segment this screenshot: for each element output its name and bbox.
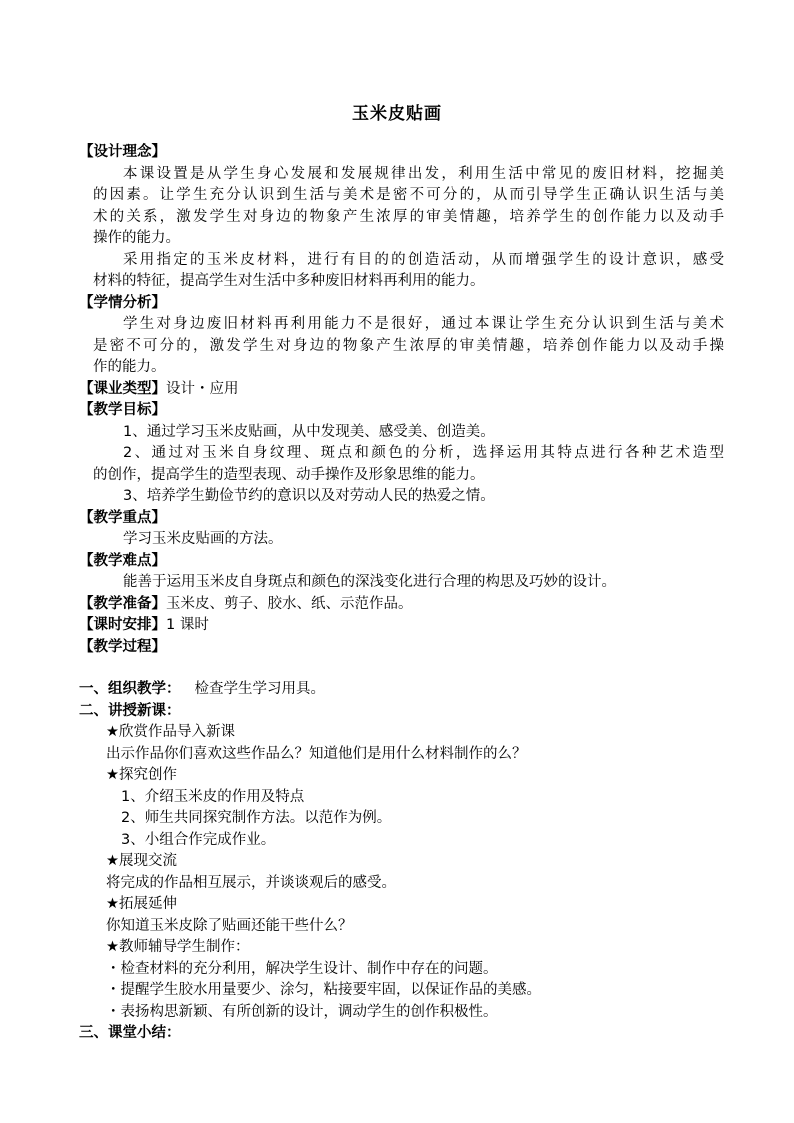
step-1	[79, 679, 724, 701]
bullet-item: ・表扬构思新颖、有所创新的设计，调动学生的创作积极性。	[106, 1003, 498, 1020]
section-key-text: 学习玉米皮贴画的方法。	[123, 531, 283, 547]
section-heading-process: 【教学过程】	[79, 638, 166, 655]
section-time-text: 1 课时	[166, 617, 209, 633]
step-list-item: 2、师生共同探究制作方法。以范作为例。	[121, 810, 392, 826]
paragraph-line: 的创作，提高学生的造型表现、动手操作及形象思维的能力。	[93, 466, 485, 483]
step-1-heading: 一、组织教学：	[79, 681, 181, 697]
paragraph-line: 操作的能力。	[93, 230, 180, 246]
section-prep	[79, 594, 724, 616]
subsection-title: ★探究创作	[106, 767, 177, 783]
bullet-item: ・检查材料的充分利用，解决学生设计、制作中存在的问题。	[106, 960, 498, 977]
section-heading-difficulty: 【教学难点】	[79, 552, 166, 569]
paragraph-line: 本课设置是从学生身心发展和发展规律出发，利用生活中常见的废旧材料，挖掘美	[123, 165, 724, 182]
step-text: 将完成的作品相互展示，并谈谈观后的感受。	[106, 874, 396, 891]
bullet-item: ・提醒学生胶水用量要少、涂匀，粘接要牢固，以保证作品的美感。	[106, 982, 541, 998]
paragraph-line: 材料的特征，提高学生对生活中多种废旧材料再利用的能力。	[93, 273, 485, 289]
paragraph-line: 学生对身边废旧材料再利用能力不是很好，通过本课让学生充分认识到生活与美术	[123, 316, 724, 332]
goal-item-1: 1、通过学习玉米皮贴画，从中发现美、感受美、创造美。	[123, 423, 495, 440]
paragraph-line: 的因素。让学生充分认识到生活与美术是密不可分的，从而引导学生正确认识生活与美	[93, 187, 724, 203]
step-text: 你知道玉米皮除了贴画还能干些什么？	[106, 917, 353, 934]
goal-item-2: 2、通过对玉米自身纹理、斑点和颜色的分析，选择运用其特点进行各种艺术造型	[123, 445, 724, 461]
paragraph-line: 采用指定的玉米皮材料，进行有目的的创造活动，从而增强学生的设计意识，感受	[123, 251, 724, 268]
paragraph-line: 是密不可分的，激发学生对身边的物象产生浓厚的审美情趣，培养创作能力以及动手操	[93, 337, 724, 354]
section-prep-text: 玉米皮、剪子、胶水、纸、示范作品。	[166, 595, 413, 612]
section-heading-design: 【设计理念】	[79, 144, 166, 160]
step-text: 出示作品你们喜欢这些作品么？知道他们是用什么材料制作的么？	[106, 745, 527, 762]
step-2-heading: 二、讲授新课：	[79, 702, 181, 719]
section-heading-key: 【教学重点】	[79, 509, 166, 526]
section-time	[79, 615, 724, 637]
subsection-title: ★教师辅导学生制作：	[106, 939, 250, 955]
section-type	[79, 379, 724, 401]
paragraph-line: 术的关系，激发学生对身边的物象产生浓厚的审美情趣，培养学生的创作能力以及动手	[93, 208, 724, 225]
section-heading-analysis: 【学情分析】	[79, 294, 166, 311]
section-heading-prep: 【教学准备】	[79, 595, 166, 612]
step-list-item: 3、小组合作完成作业。	[121, 831, 276, 848]
document-title: 玉米皮贴画	[352, 104, 442, 124]
step-list-item: 1、介绍玉米皮的作用及特点	[121, 788, 305, 805]
subsection-title: ★展现交流	[106, 853, 177, 869]
section-type-text: 设计・应用	[166, 380, 239, 397]
subsection-title: ★拓展延伸	[106, 896, 177, 912]
step-1-text: 检查学生学习用具。	[194, 681, 325, 697]
goal-item-3: 3、培养学生勤俭节约的意识以及对劳动人民的热爱之情。	[123, 488, 495, 504]
section-heading-time: 【课时安排】	[79, 617, 166, 633]
section-difficulty-text: 能善于运用玉米皮自身斑点和颜色的深浅变化进行合理的构思及巧妙的设计。	[123, 574, 616, 590]
step-3-heading: 三、课堂小结：	[79, 1025, 181, 1041]
section-heading-goals: 【教学目标】	[79, 402, 166, 418]
spacer	[79, 658, 724, 679]
subsection-title: ★欣赏作品导入新课	[106, 724, 235, 740]
paragraph-line: 作的能力。	[93, 359, 166, 375]
document-body	[79, 142, 724, 1045]
section-heading-type: 【课业类型】	[79, 380, 166, 397]
